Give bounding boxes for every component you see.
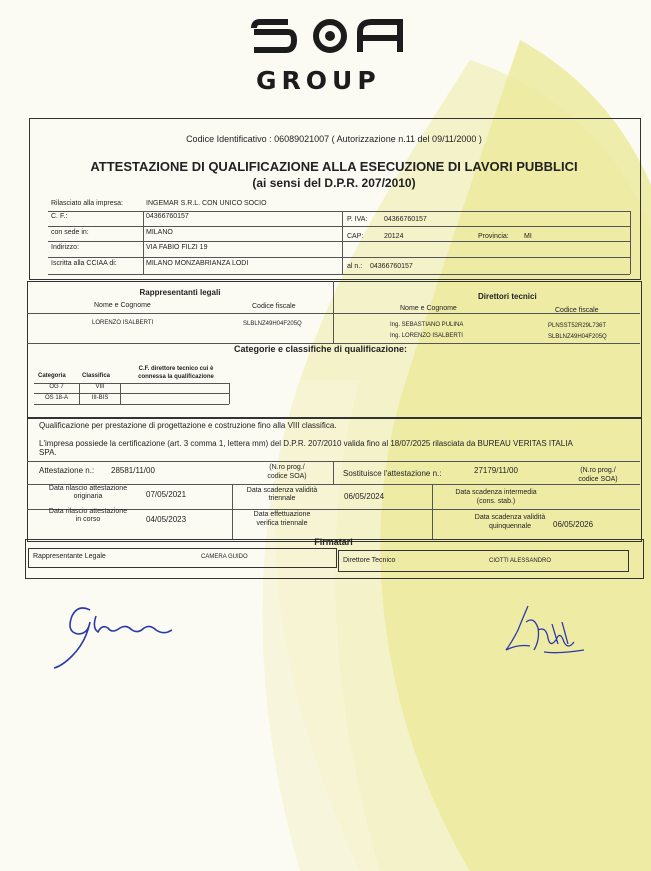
scad-trien-label-2: triennale (268, 495, 296, 502)
rapp-col-nome: Nome e Cognome (94, 302, 151, 309)
cciaa-value: MILANO MONZABRIANZA LODI (146, 260, 249, 267)
divider (630, 211, 631, 274)
divider (34, 393, 229, 394)
scad-quin-value: 06/05/2026 (553, 520, 594, 529)
dir-value: CIOTTI ALESSANDRO (489, 558, 552, 564)
scad-trien-value: 06/05/2024 (344, 492, 385, 501)
divider (34, 404, 229, 405)
attestazione-n-value: 28581/11/00 (111, 466, 155, 475)
sede-label: con sede in: (51, 229, 89, 236)
logo-group-text: GROUP (256, 66, 381, 95)
divider (48, 226, 630, 227)
divider (48, 241, 630, 242)
soa-logo (250, 18, 420, 98)
scad-int-label-2: (cons. stab.) (476, 498, 516, 505)
dir-row-cf: PLNSST52R29L736T (548, 323, 607, 329)
scad-int-label-1: Data scadenza intermedia (455, 489, 537, 496)
cat-col-cfdir-1: C.F. direttore tecnico cui è (138, 366, 214, 372)
divider (48, 211, 630, 212)
cf-label: C. F.: (51, 213, 68, 220)
dir-row-cf: SLBLNZ49H04F205Q (548, 334, 607, 340)
divider (333, 461, 334, 484)
rapp-row-nome: LORENZO ISALBERTI (92, 320, 154, 326)
ril-orig-label-2: originaria (73, 493, 103, 500)
sostituisce-nro-2: codice SOA) (578, 476, 618, 483)
rapp-col-cf: Codice fiscale (252, 303, 296, 310)
document-subtitle: (ai sensi del D.P.R. 207/2010) (252, 176, 416, 190)
rilasciato-label: Rilasciato alla impresa: (51, 200, 123, 207)
cf-value: 04366760157 (146, 213, 189, 220)
provincia-value: MI (524, 233, 532, 240)
provincia-label: Provincia: (478, 233, 509, 240)
divider (48, 257, 630, 258)
scad-quin-label-1: Data scadenza validità (474, 514, 546, 521)
sostituisce-value: 27179/11/00 (474, 466, 518, 475)
cat-row-categoria: OG 7 (49, 384, 64, 390)
firmatari-heading: Firmatari (314, 537, 353, 547)
dir-label: Direttore Tecnico (343, 557, 396, 564)
attestazione-n-label: Attestazione n.: (39, 466, 95, 475)
cap-value: 20124 (384, 233, 404, 240)
piva-label: P. IVA: (347, 216, 368, 223)
soa-wordmark-icon (250, 18, 410, 56)
ril-corso-label-2: in corso (75, 516, 101, 523)
rappresentanti-heading: Rappresentanti legali (139, 288, 221, 297)
divider (48, 274, 630, 275)
divider (27, 313, 640, 314)
cap-label: CAP: (347, 233, 364, 240)
cat-col-classifica: Classifica (82, 373, 111, 379)
scad-quin-label-2: quinquennale (488, 523, 532, 530)
rapp-value: CAMERA GUIDO (201, 554, 248, 560)
document-title: ATTESTAZIONE DI QUALIFICAZIONE ALLA ESECUZIONE DI LAVORI PUBBLICI (90, 159, 578, 174)
note-line-3: SPA. (39, 448, 57, 457)
signature-left-icon (48, 598, 178, 673)
cat-col-cfdir-2: connessa la qualificazione (138, 374, 214, 380)
dir-col-nome: Nome e Cognome (400, 305, 457, 312)
ril-orig-value: 07/05/2021 (146, 490, 187, 499)
sostituisce-label: Sostituisce l'attestazione n.: (343, 469, 442, 478)
cat-row-classifica: III-BIS (91, 395, 109, 401)
divider (342, 211, 343, 274)
eff-ver-label-1: Data effettuazione (253, 511, 311, 518)
ril-orig-label-1: Data rilascio attestazione (48, 485, 128, 492)
al-n-label: al n.: (347, 263, 363, 270)
divider (229, 383, 230, 404)
rilasciato-value: INGEMAR S.R.L. CON UNICO SOCIO (146, 200, 267, 207)
signature-right-icon (498, 600, 590, 662)
note-line-1: Qualificazione per prestazione di progettazione e costruzione fino alla VIII classifica. (39, 421, 337, 430)
ril-corso-label-1: Data rilascio attestazione (48, 508, 128, 515)
cat-row-categoria: OS 18-A (44, 395, 68, 401)
categorie-heading: Categorie e classifiche di qualificazione: (234, 344, 408, 354)
indirizzo-value: VIA FABIO FILZI 19 (146, 244, 208, 251)
direttori-heading: Direttori tecnici (478, 292, 537, 301)
al-n-value: 04366760157 (370, 263, 413, 270)
divider (120, 383, 121, 404)
eff-ver-label-2: verifica triennale (256, 520, 308, 527)
sostituisce-nro-1: (N.ro prog./ (580, 467, 616, 474)
cat-row-classifica: VIII (95, 384, 105, 390)
cat-col-categoria: Categoria (38, 373, 66, 379)
divider (143, 211, 144, 274)
rapp-label: Rappresentante Legale (33, 553, 106, 560)
sede-value: MILANO (146, 229, 173, 236)
rapp-row-cf: SLBLNZ49H04F205Q (243, 321, 302, 327)
dir-row-nome: Ing. SEBASTIANO PULINA (390, 322, 464, 328)
dir-row-nome: Ing. LORENZO ISALBERTI (390, 333, 463, 339)
ril-corso-value: 04/05/2023 (146, 515, 187, 524)
piva-value: 04366760157 (384, 216, 427, 223)
note-line-2: L'impresa possiede la certificazione (art. 3 comma 1, lettera mm) del D.P.R. 207/2010 valida fino al 18/07/2025 rilasciata da BUREAU VERITAS ITALIA (39, 439, 573, 448)
cciaa-label: Iscritta alla CCIAA di: (51, 260, 117, 267)
attestazione-nro-1: (N.ro prog./ (269, 464, 305, 471)
dir-col-cf: Codice fiscale (555, 307, 599, 314)
attestazione-nro-2: codice SOA) (267, 473, 307, 480)
codice-line: Codice Identificativo : 06089021007 ( Autorizzazione n.11 del 09/11/2000 ) (186, 134, 482, 144)
scad-trien-label-1: Data scadenza validità (246, 487, 318, 494)
divider (333, 281, 334, 343)
indirizzo-label: Indirizzo: (51, 244, 80, 251)
